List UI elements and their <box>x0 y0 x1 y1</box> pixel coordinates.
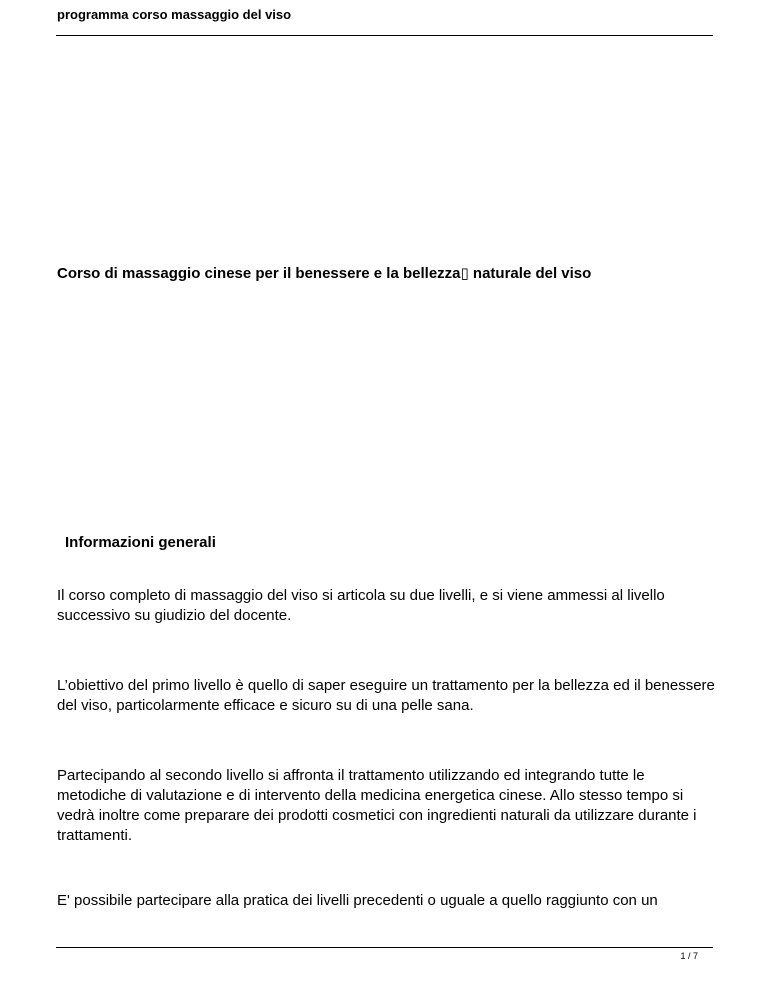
page-number: 1 / 7 <box>680 951 698 961</box>
page-header-title: programma corso massaggio del viso <box>57 7 292 22</box>
document-heading: Corso di massaggio cinese per il benessere e la bellezza▯ naturale del viso <box>57 265 592 282</box>
header-divider <box>56 35 713 36</box>
footer-divider <box>56 947 713 948</box>
paragraph: L’obiettivo del primo livello è quello di saper eseguire un trattamento per la bellezza ed il benessere del viso, particolarmente efficace e sicuro su di una pelle sana. <box>57 677 715 714</box>
paragraph: E' possibile partecipare alla pratica dei livelli precedenti o uguale a quello raggiunto con un <box>57 892 658 909</box>
section-heading: Informazioni generali <box>65 534 216 551</box>
paragraph: Partecipando al secondo livello si affronta il trattamento utilizzando ed integrando tutte le metodiche di valutazione e di intervento della medicina energetica cinese. Allo stesso tempo si vedrà inoltre come preparare dei prodotti cosmetici con ingredienti naturali da utilizzare durante i trattamenti. <box>57 767 697 844</box>
paragraph: Il corso completo di massaggio del viso si articola su due livelli, e si viene ammessi al livello successivo su giudizio del docente. <box>57 587 665 624</box>
